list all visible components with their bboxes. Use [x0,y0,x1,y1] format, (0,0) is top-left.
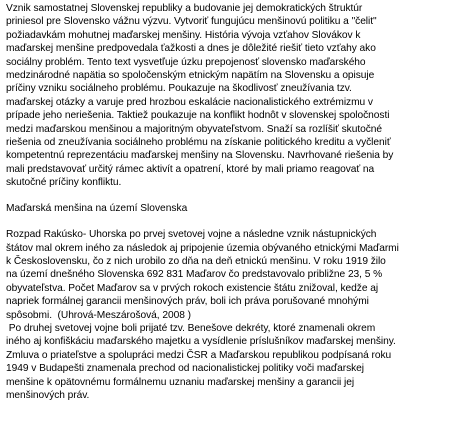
paragraph-spacer [6,215,461,228]
section-paragraph-1: Rozpad Rakúsko- Uhorska po prvej svetovej vojne a následne vznik nástupnických štátov mal okrem iného za následok aj pripojenie územia obývaného etnickými Maďarmi k Československu, čo z nich urobilo zo dňa na deň etnickú menšinu. V roku 1919 žilo na území dnešného Slovenska 692 831 Maďarov čo predstavovalo približne 23, 5 % obyvateľstva. Počet Maďarov sa v prvých rokoch existencie štátu znižoval, kedže aj napriek formálnej garancii menšinových práv, boli ich práva porušované mnohými spôsobmi. (Uhrová-Meszárošová, 2008 ) [6,229,399,321]
intro-paragraph: Vznik samostatnej Slovenskej republiky a budovanie jej demokratických štruktúr priniesol pre Slovensko vážnu výzvu. Vytvoriť fungujúcu menšinovú politiku a "čelit" požiadavkám mohutnej maďarskej menšiny. História vývoja vzťahov Slovákov k maďarskej menšine predpovedala ťažkosti a dnes je dôležité riešiť tieto vzťahy ako sociálny problém. Tento text vysvetľuje úzku prepojenosť slovensko maďarského medzinárodné napätia so spoločenským etnickým napätím na Slovensku a opisuje príčiny vzniku sociálneho problému. Poukazuje na škodlivosť zneužívania tzv. maďarskej otázky a varuje pred hrozbou eskalácie nacionalistického extrémizmu v prípade jeho neriešenia. Taktiež poukazuje na konflikt hodnôt v slovenskej spoločnosti medzi maďarskou menšinou a majoritným obyvateľstvom. Snaží sa rozlíšiť skutočné riešenia od zneužívania sociálneho problému na získanie politického kreditu a vyčleniť kompetentnú reprezentáciu maďarskej menšiny na Slovensku. Navrhované riešenia by mali predstavovať určitý rámec aktivít a opatrení, ktoré by mali priamo reagovať na skutočné príčiny konfliktu. [6,3,394,189]
paragraph-spacer [6,190,461,202]
document-page [6,2,461,402]
section-paragraph-2: Po druhej svetovej vojne boli prijaté tzv. Benešove dekréty, ktoré znamenali okrem iného aj konfiškáciu maďarského majetku a vysídlenie príslušníkov maďarskej menšiny. Zmluva o priateľstve a spolupráci medzi ČSR a Maďarskou republikou podpísaná roku 1949 v Budapešti znamenala prechod od nacionalistickej politiky voči maďarskej menšine k opätovnému formálnemu uznaniu maďarskej menšiny a garancii jej menšinových práv. [6,322,396,401]
section-heading: Maďarská menšina na území Slovenska [6,202,188,214]
